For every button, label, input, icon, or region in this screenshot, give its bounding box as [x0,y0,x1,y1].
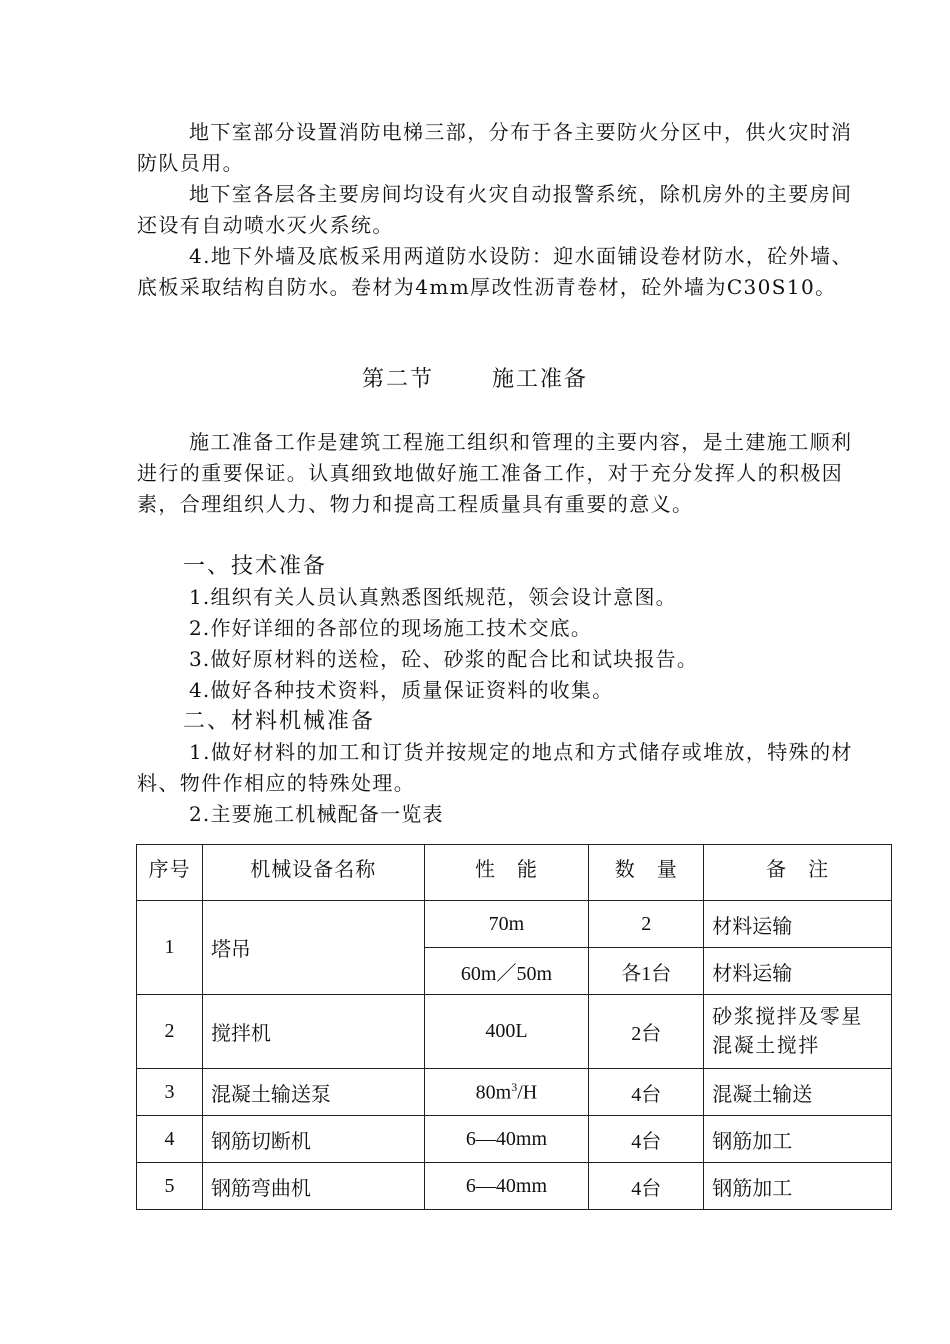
cell-note: 钢筋加工 [704,1163,892,1210]
header-cell-performance: 性 能 [424,845,589,901]
cell-name: 钢筋切断机 [202,1116,424,1163]
paragraph-waterproofing: 4.地下外墙及底板采用两道防水设防：迎水面铺设卷材防水，砼外墙、底板采取结构自防水。卷材为4mm厚改性沥青卷材，砼外墙为C30S10。 [137,244,853,299]
section-number: 第二节 [361,367,434,392]
cell-quantity: 4台 [589,1069,704,1116]
heading-tech-prep: 一、技术准备 [183,554,328,579]
cell-name: 钢筋弯曲机 [202,1163,424,1210]
cell-performance: 60m／50m [424,948,589,995]
cell-performance [424,1069,589,1116]
table-header-row [137,845,892,901]
tech-item: 4.做好各种技术资料，质量保证资料的收集。 [189,678,614,702]
cell-quantity: 4台 [589,1116,704,1163]
table-row [137,1116,892,1163]
cell-name: 搅拌机 [202,995,424,1069]
paragraph-intro: 施工准备工作是建筑工程施工组织和管理的主要内容，是土建施工顺利进行的重要保证。认真细致地做好施工准备工作，对于充分发挥人的积极因素，合理组织人力、物力和提高工程质量具有重要的意义。 [137,430,853,516]
cell-no: 3 [137,1069,203,1116]
perf-superscript: 3 [511,1079,518,1094]
cell-note: 混凝土输送 [704,1069,892,1116]
section-name: 施工准备 [492,367,589,392]
cell-no: 2 [137,995,203,1069]
paragraph-fire-alarm: 地下室各层各主要房间均设有火灾自动报警系统，除机房外的主要房间还设有自动喷水灭火系统。 [137,182,853,237]
cell-note: 材料运输 [704,901,892,948]
tech-item: 3.做好原材料的送检，砼、砂浆的配合比和试块报告。 [189,647,699,671]
table-row [137,1069,892,1116]
material-item-2: 2.主要施工机械配备一览表 [189,802,444,826]
header-cell-quantity: 数 量 [589,845,704,901]
header-cell-note: 备 注 [704,845,892,901]
cell-quantity: 2台 [589,995,704,1069]
paragraph-fire-elevator: 地下室部分设置消防电梯三部，分布于各主要防火分区中，供火灾时消防队员用。 [137,120,853,175]
perf-tail: /H [517,1081,538,1104]
cell-note: 砂浆搅拌及零星混凝土搅拌 [704,995,892,1069]
cell-note: 钢筋加工 [704,1116,892,1163]
table-row [137,995,892,1069]
header-cell-no: 序号 [137,845,203,901]
cell-quantity: 各1台 [589,948,704,995]
header-cell-name: 机械设备名称 [202,845,424,901]
perf-base: 80m [475,1081,512,1104]
tech-item: 1.组织有关人员认真熟悉图纸规范，领会设计意图。 [189,585,677,609]
cell-performance: 400L [424,995,589,1069]
cell-no: 5 [137,1163,203,1210]
table-row [137,901,892,948]
cell-no: 4 [137,1116,203,1163]
cell-quantity: 2 [589,901,704,948]
cell-performance: 70m [424,901,589,948]
cell-name: 混凝土输送泵 [202,1069,424,1116]
machinery-table [136,844,892,1210]
cell-no: 1 [137,901,203,995]
cell-quantity: 4台 [589,1163,704,1210]
table-row [137,1163,892,1210]
material-item-1: 1.做好材料的加工和订货并按规定的地点和方式储存或堆放，特殊的材料、物件作相应的特殊处理。 [137,740,853,795]
cell-name: 塔吊 [202,901,424,995]
cell-note: 材料运输 [704,948,892,995]
section-title [0,362,950,393]
tech-item: 2.作好详细的各部位的现场施工技术交底。 [189,616,593,640]
heading-material-prep: 二、材料机械准备 [183,709,376,734]
cell-performance: 6—40mm [424,1163,589,1210]
cell-performance: 6—40mm [424,1116,589,1163]
